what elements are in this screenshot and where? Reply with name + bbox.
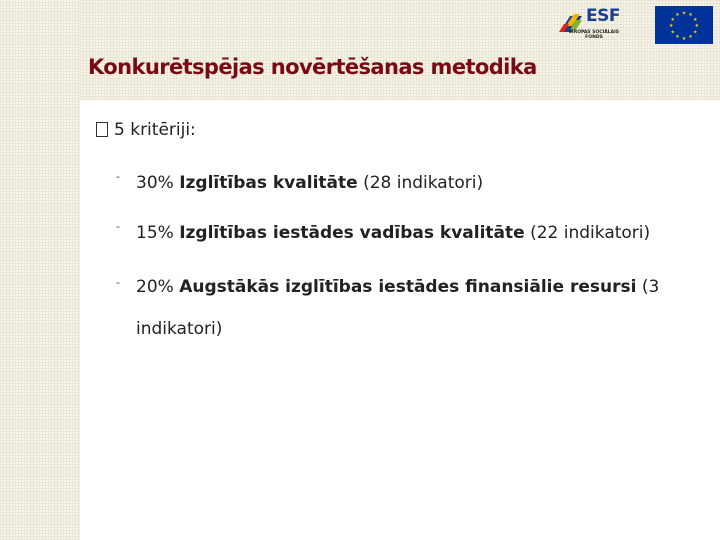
esf-logo-text: ESF <box>586 6 620 26</box>
dash-bullet-icon: - <box>116 276 120 289</box>
criterion-name: Izglītības iestādes vadības kvalitāte <box>179 223 525 243</box>
criterion-detail: (22 indikatori) <box>530 223 651 243</box>
criterion-text <box>136 266 696 350</box>
criterion-item-1 <box>116 168 696 198</box>
criterion-name: Augstākās izglītības iestādes finansiālie resursi <box>179 277 637 297</box>
svg-text:★: ★ <box>692 16 698 23</box>
criterion-item-3 <box>116 266 696 350</box>
criterion-text <box>136 168 696 198</box>
criterion-name: Izglītības kvalitāte <box>179 173 358 193</box>
dash-bullet-icon: - <box>116 170 120 183</box>
left-decorative-strip <box>0 0 80 540</box>
svg-text:★: ★ <box>681 35 687 42</box>
dash-bullet-icon: - <box>116 220 120 233</box>
criterion-percent: 15% <box>136 223 174 243</box>
slide-title: Konkurētspējas novērtēšanas metodika <box>88 55 537 79</box>
criterion-text <box>136 218 696 248</box>
criterion-detail: (28 indikatori) <box>363 173 484 193</box>
svg-text:★: ★ <box>675 34 680 41</box>
svg-text:★: ★ <box>670 29 676 36</box>
checkbox-bullet-icon <box>96 122 108 137</box>
svg-text:★: ★ <box>692 29 698 36</box>
svg-text:★: ★ <box>681 10 687 17</box>
criterion-percent: 20% <box>136 277 174 297</box>
svg-text:★: ★ <box>688 12 693 19</box>
esf-logo-subtext: EIROPAS SOCIĀLAIS FONDS <box>568 30 619 40</box>
eu-flag-icon <box>655 6 713 44</box>
criterion-percent: 30% <box>136 173 174 193</box>
svg-text:★: ★ <box>670 16 676 23</box>
main-bullet-text: 5 kritēriji: <box>114 120 196 140</box>
svg-text:★: ★ <box>668 23 674 30</box>
svg-text:★: ★ <box>688 34 693 41</box>
svg-text:★: ★ <box>675 12 680 19</box>
svg-text:★: ★ <box>694 23 700 30</box>
criterion-item-2 <box>116 218 696 248</box>
criterion-detail: (3 indikatori) <box>136 277 660 339</box>
main-bullet <box>96 120 196 140</box>
